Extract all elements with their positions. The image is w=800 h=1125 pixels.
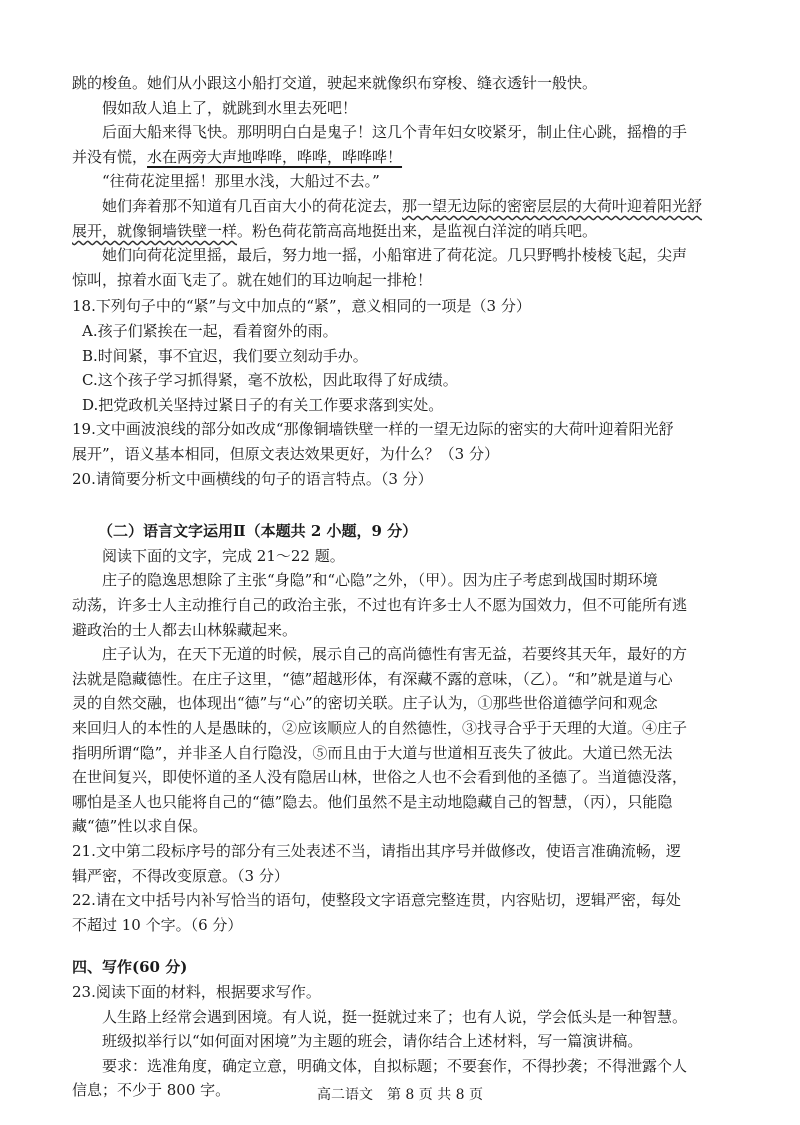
reading-line: 庄子认为，在天下无道的时候，展示自己的高尚德性有害无益，若要终其天年，最好的方 [102, 645, 688, 663]
section-4-title: 四、写作(60 分) [72, 958, 188, 976]
question-22-line: 不超过 10 个字。（6 分） [72, 916, 243, 934]
reading-line: 哪怕是圣人也只能将自己的“德”隐去。他们虽然不是主动地隐藏自己的智慧，（丙），只能隐 [72, 793, 673, 811]
requirement-line: 要求：选准角度，确定立意，明确文体，自拟标题；不要套作，不得抄袭；不得泄露个人 [102, 1057, 688, 1075]
reading-line: 在世间复兴，即使怀道的圣人没有隐居山林，世俗之人也不会看到他的圣德了。当道德没落， [72, 768, 688, 786]
q18-option-b: B.时间紧，事不宜迟，我们要立刻动手办。 [82, 347, 368, 365]
passage-text: 她们奔着那不知道有几百亩大小的荷花淀去， [102, 197, 403, 215]
wavy-underlined-text: 展开，就像铜墙铁壁一样 [72, 222, 238, 240]
passage-text: 并没有慌， [72, 148, 148, 166]
passage-line [72, 220, 597, 242]
material-line: 人生路上经常会遇到困境。有人说，挺一挺就过来了；也有人说，学会低头是一种智慧。 [102, 1008, 688, 1026]
question-21-line: 21.文中第二段标序号的部分有三处表述不当，请指出其序号并做修改，使语言准确流畅，逻 [72, 842, 681, 860]
question-20: 20.请简要分析文中画横线的句子的语言特点。（3 分） [72, 470, 433, 488]
material-line: 班级拟举行以“如何面对困境”为主题的班会，请你结合上述材料，写一篇演讲稿。 [102, 1032, 643, 1050]
section-2-intro: 阅读下面的文字，完成 21～22 题。 [102, 547, 345, 565]
reading-line: 法就是隐藏德性。在庄子这里，“德”超越形体，有深藏不露的意味，（乙）。“和”就是道与心 [72, 670, 673, 688]
passage-line: 她们向荷花淀里摇，最后，努力地一摇，小船窜进了荷花淀。几只野鸭扑棱棱飞起，尖声 [102, 246, 688, 264]
passage-line: 跳的梭鱼。她们从小跟这小船打交道，驶起来就像织布穿梭、缝衣透针一般快。 [72, 74, 598, 92]
reading-line: 指明所谓“隐”，并非圣人自行隐没，⑤而且由于大道与世道相互丧失了彼此。大道已然无法 [72, 744, 673, 762]
q18-option-c: C.这个孩子学习抓得紧，毫不放松，因此取得了好成绩。 [82, 371, 458, 389]
passage-text: 。粉色荷花箭高高地挺出来，是监视白洋淀的哨兵吧。 [237, 222, 598, 240]
passage-line [72, 146, 402, 168]
section-2-title: （二）语言文字运用Ⅱ（本题共 2 小题，9 分） [98, 522, 418, 540]
reading-line: 避政治的士人都去山林躲藏起来。 [72, 621, 298, 639]
requirement-line: 信息；不少于 800 字。 [72, 1081, 231, 1099]
q18-option-d: D.把党政机关坚持过紧日子的有关工作要求落到实处。 [82, 396, 444, 414]
passage-line: 后面大船来得飞快。那明明白白是鬼子！这几个青年妇女咬紧牙，制止住心跳，摇橹的手 [102, 123, 688, 141]
question-22-line: 22.请在文中括号内补写恰当的语句，使整段文字语意完整连贯，内容贴切，逻辑严密，每处 [72, 891, 681, 909]
passage-line: 假如敌人追上了，就跳到水里去死吧！ [102, 99, 358, 117]
passage-line: “往荷花淀里摇！那里水浅，大船过不去。” [102, 172, 380, 190]
question-18-stem: 18.下列句子中的“紧”与文中加点的“紧”，意义相同的一项是（3 分） [72, 297, 531, 315]
question-19-line: 19.文中画波浪线的部分如改成“那像铜墙铁壁一样的一望无边际的密实的大荷叶迎着阳光舒 [72, 420, 674, 438]
question-23-stem: 23.阅读下面的材料，根据要求写作。 [72, 983, 321, 1001]
reading-line: 来回归人的本性的人是愚昧的，②应该顺应人的自然德性，③找寻合乎于天理的大道。④庄子 [72, 719, 688, 737]
reading-line: 庄子的隐逸思想除了主张“身隐”和“心隐”之外，（甲）。因为庄子考虑到战国时期环境 [102, 571, 658, 589]
underlined-sentence: 水在两旁大声地哗哗，哗哗，哗哗哗！ [147, 148, 403, 166]
wavy-underlined-text: 那一望无边际的密密层层的大荷叶迎着阳光舒 [402, 197, 703, 215]
reading-line: 动荡，许多士人主动推行自己的政治主张，不过也有许多士人不愿为国效力，但不可能所有逃 [72, 596, 688, 614]
passage-line: 惊叫，掠着水面飞走了。就在她们的耳边响起一排枪！ [72, 271, 433, 289]
reading-line: 灵的自然交融，也体现出“德”与“心”的密切关联。庄子认为，①那些世俗道德学问和观念 [72, 694, 658, 712]
q18-option-a: A.孩子们紧挨在一起，看着窗外的雨。 [82, 322, 338, 340]
page-footer: 高二语文 第 8 页 共 8 页 [316, 1087, 484, 1103]
question-19-line: 展开”，语义基本相同，但原文表达效果更好，为什么？（3 分） [72, 445, 499, 463]
passage-line [102, 195, 702, 217]
question-21-line: 辑严密，不得改变原意。（3 分） [72, 867, 289, 885]
reading-line: 藏“德”性以求自保。 [72, 817, 208, 835]
